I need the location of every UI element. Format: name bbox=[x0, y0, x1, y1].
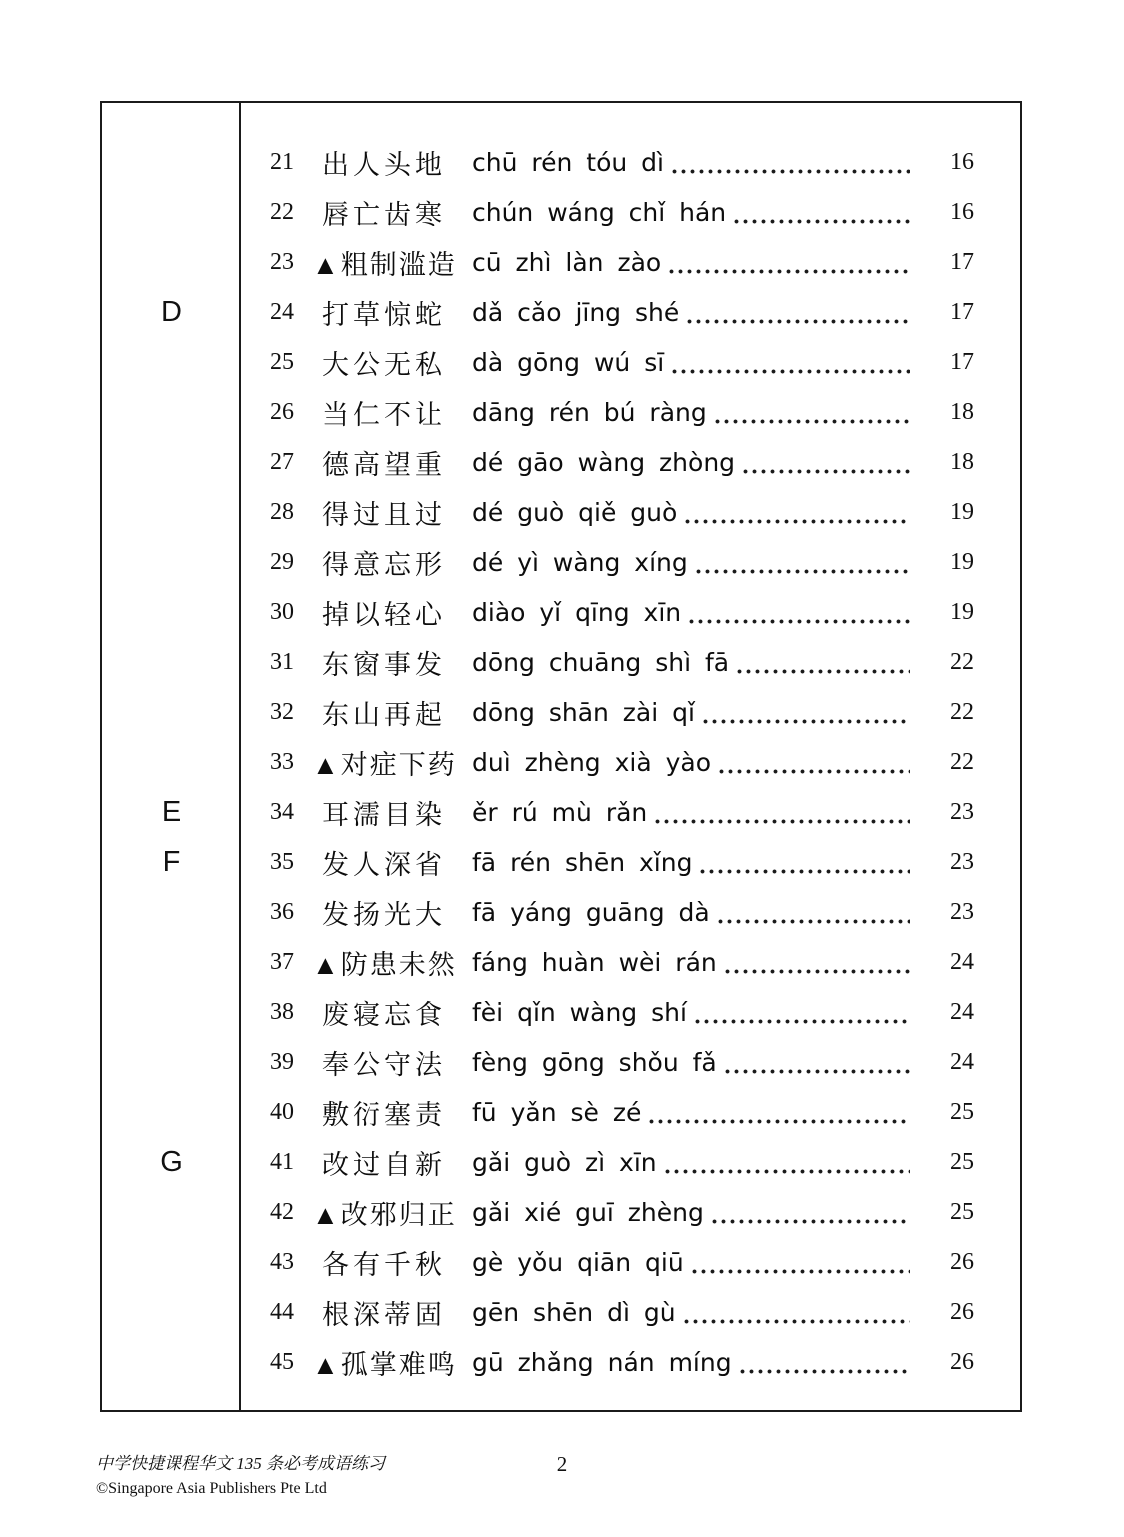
entry-idiom: 当仁不让 bbox=[322, 399, 446, 430]
entry-page-number: 22 bbox=[950, 648, 974, 675]
entry-pinyin: dé gāo wàng zhòng bbox=[472, 447, 736, 477]
dotted-leader bbox=[700, 869, 910, 874]
dotted-leader bbox=[665, 1169, 910, 1174]
entry-page-number: 25 bbox=[950, 1198, 974, 1225]
entry-pinyin: dé guò qiě guò bbox=[472, 497, 678, 527]
entry-number: 29 bbox=[270, 548, 294, 575]
toc-row bbox=[102, 537, 1020, 587]
entry-idiom: 根深蒂固 bbox=[322, 1299, 446, 1330]
footer-publisher: ©Singapore Asia Publishers Pte Ltd bbox=[96, 1479, 327, 1497]
dotted-leader bbox=[737, 669, 910, 674]
entry-pinyin: dà gōng wú sī bbox=[472, 347, 665, 377]
entry-idiom: 出人头地 bbox=[322, 149, 446, 180]
entry-page-number: 18 bbox=[950, 448, 974, 475]
entry-idiom: ▲孤掌难鸣 bbox=[312, 1349, 457, 1380]
dotted-leader bbox=[695, 1019, 910, 1024]
entry-page-number: 26 bbox=[950, 1248, 974, 1275]
dotted-leader bbox=[684, 1319, 910, 1324]
entry-number: 22 bbox=[270, 198, 294, 225]
entry-page-number: 24 bbox=[950, 1048, 974, 1075]
entry-page-number: 16 bbox=[950, 148, 974, 175]
entry-number: 45 bbox=[270, 1348, 294, 1375]
entry-pinyin: dōng shān zài qǐ bbox=[472, 697, 695, 727]
entry-number: 23 bbox=[270, 248, 294, 275]
dotted-leader bbox=[687, 319, 910, 324]
entry-pinyin: diào yǐ qīng xīn bbox=[472, 597, 682, 627]
entry-pinyin: dé yì wàng xíng bbox=[472, 547, 688, 577]
dotted-leader bbox=[719, 769, 910, 774]
entry-idiom: ▲改邪归正 bbox=[312, 1199, 457, 1230]
entry-page-number: 17 bbox=[950, 298, 974, 325]
entry-number: 41 bbox=[270, 1148, 294, 1175]
entry-page-number: 17 bbox=[950, 248, 974, 275]
toc-row bbox=[102, 437, 1020, 487]
entry-pinyin: fèi qǐn wàng shí bbox=[472, 997, 687, 1027]
toc-row bbox=[102, 787, 1020, 837]
entry-idiom: ▲防患未然 bbox=[312, 949, 457, 980]
entry-idiom: 唇亡齿寒 bbox=[322, 199, 446, 230]
entry-pinyin: gǎi xié guī zhèng bbox=[472, 1197, 704, 1227]
entry-pinyin: fū yǎn sè zé bbox=[472, 1097, 642, 1127]
entry-page-number: 24 bbox=[950, 948, 974, 975]
dotted-leader bbox=[649, 1119, 910, 1124]
entry-number: 44 bbox=[270, 1298, 294, 1325]
entry-pinyin: dōng chuāng shì fā bbox=[472, 647, 730, 677]
entry-idiom: 发扬光大 bbox=[322, 899, 446, 930]
toc-rows bbox=[102, 137, 1020, 1387]
entry-number: 42 bbox=[270, 1198, 294, 1225]
entry-pinyin: chún wáng chǐ hán bbox=[472, 197, 727, 227]
dotted-leader bbox=[740, 1369, 910, 1374]
entry-number: 21 bbox=[270, 148, 294, 175]
toc-row bbox=[102, 237, 1020, 287]
entry-idiom: 东山再起 bbox=[322, 699, 446, 730]
dotted-leader bbox=[725, 1069, 910, 1074]
section-letter: G bbox=[160, 1145, 183, 1178]
entry-page-number: 23 bbox=[950, 848, 974, 875]
toc-row bbox=[102, 987, 1020, 1037]
entry-page-number: 18 bbox=[950, 398, 974, 425]
toc-row bbox=[102, 637, 1020, 687]
entry-number: 28 bbox=[270, 498, 294, 525]
entry-pinyin: cū zhì làn zào bbox=[472, 247, 662, 277]
entry-page-number: 19 bbox=[950, 548, 974, 575]
toc-row bbox=[102, 337, 1020, 387]
toc-row bbox=[102, 1037, 1020, 1087]
dotted-leader bbox=[715, 419, 910, 424]
toc-row bbox=[102, 687, 1020, 737]
dotted-leader bbox=[692, 1269, 910, 1274]
entry-pinyin: fèng gōng shǒu fǎ bbox=[472, 1047, 717, 1077]
dotted-leader bbox=[669, 269, 910, 274]
toc-row bbox=[102, 1287, 1020, 1337]
dotted-leader bbox=[718, 919, 910, 924]
entry-number: 33 bbox=[270, 748, 294, 775]
dotted-leader bbox=[672, 169, 910, 174]
entry-number: 38 bbox=[270, 998, 294, 1025]
entry-number: 37 bbox=[270, 948, 294, 975]
entry-page-number: 26 bbox=[950, 1298, 974, 1325]
entry-idiom: 德高望重 bbox=[322, 449, 446, 480]
dotted-leader bbox=[734, 219, 910, 224]
footer-book-title: 中学快捷课程华文 135 条必考成语练习 bbox=[96, 1454, 385, 1473]
entry-page-number: 17 bbox=[950, 348, 974, 375]
dotted-leader bbox=[689, 619, 910, 624]
toc-row bbox=[102, 887, 1020, 937]
entry-number: 36 bbox=[270, 898, 294, 925]
entry-idiom: ▲粗制滥造 bbox=[312, 249, 457, 280]
page-number: 2 bbox=[556, 1452, 568, 1476]
section-letter: E bbox=[161, 795, 182, 828]
entry-number: 32 bbox=[270, 698, 294, 725]
dotted-leader bbox=[672, 369, 910, 374]
entry-idiom: 得过且过 bbox=[322, 499, 446, 530]
entry-idiom: 大公无私 bbox=[322, 349, 446, 380]
toc-table-frame bbox=[100, 101, 1022, 1412]
entry-page-number: 22 bbox=[950, 698, 974, 725]
entry-idiom: 各有千秋 bbox=[322, 1249, 446, 1280]
dotted-leader bbox=[703, 719, 910, 724]
entry-number: 40 bbox=[270, 1098, 294, 1125]
entry-pinyin: gè yǒu qiān qiū bbox=[472, 1247, 684, 1277]
toc-row bbox=[102, 387, 1020, 437]
toc-row bbox=[102, 1237, 1020, 1287]
entry-idiom: 奉公守法 bbox=[322, 1049, 446, 1080]
entry-idiom: 得意忘形 bbox=[322, 549, 446, 580]
entry-page-number: 23 bbox=[950, 798, 974, 825]
entry-page-number: 25 bbox=[950, 1148, 974, 1175]
entry-number: 43 bbox=[270, 1248, 294, 1275]
dotted-leader bbox=[712, 1219, 910, 1224]
entry-pinyin: dāng rén bú ràng bbox=[472, 397, 707, 427]
entry-page-number: 19 bbox=[950, 498, 974, 525]
entry-number: 25 bbox=[270, 348, 294, 375]
entry-idiom: 耳濡目染 bbox=[322, 799, 446, 830]
entry-number: 30 bbox=[270, 598, 294, 625]
dotted-leader bbox=[696, 569, 910, 574]
entry-pinyin: fā yáng guāng dà bbox=[472, 897, 710, 927]
entry-pinyin: duì zhèng xià yào bbox=[472, 747, 712, 777]
entry-pinyin: gū zhǎng nán míng bbox=[472, 1347, 732, 1377]
entry-page-number: 24 bbox=[950, 998, 974, 1025]
toc-row bbox=[102, 287, 1020, 337]
entry-pinyin: fā rén shēn xǐng bbox=[472, 847, 693, 877]
entry-idiom: 废寝忘食 bbox=[322, 999, 446, 1030]
toc-row bbox=[102, 837, 1020, 887]
entry-idiom: 敷衍塞责 bbox=[322, 1099, 446, 1130]
toc-row bbox=[102, 1087, 1020, 1137]
entry-pinyin: chū rén tóu dì bbox=[472, 147, 664, 177]
entry-idiom: 改过自新 bbox=[322, 1149, 446, 1180]
entry-page-number: 25 bbox=[950, 1098, 974, 1125]
entry-page-number: 23 bbox=[950, 898, 974, 925]
entry-number: 34 bbox=[270, 798, 294, 825]
entry-pinyin: ěr rú mù rǎn bbox=[472, 797, 648, 827]
toc-row bbox=[102, 587, 1020, 637]
section-letter: D bbox=[161, 295, 182, 328]
toc-row bbox=[102, 137, 1020, 187]
toc-row bbox=[102, 1137, 1020, 1187]
entry-number: 26 bbox=[270, 398, 294, 425]
toc-row bbox=[102, 187, 1020, 237]
entry-idiom: 发人深省 bbox=[322, 849, 446, 880]
entry-page-number: 26 bbox=[950, 1348, 974, 1375]
entry-pinyin: dǎ cǎo jīng shé bbox=[472, 297, 680, 327]
toc-row bbox=[102, 737, 1020, 787]
entry-page-number: 22 bbox=[950, 748, 974, 775]
entry-number: 24 bbox=[270, 298, 294, 325]
dotted-leader bbox=[655, 819, 910, 824]
entry-number: 39 bbox=[270, 1048, 294, 1075]
dotted-leader bbox=[725, 969, 910, 974]
entry-pinyin: gǎi guò zì xīn bbox=[472, 1147, 657, 1177]
entry-number: 35 bbox=[270, 848, 294, 875]
entry-page-number: 19 bbox=[950, 598, 974, 625]
toc-row bbox=[102, 937, 1020, 987]
entry-idiom: 东窗事发 bbox=[322, 649, 446, 680]
toc-row bbox=[102, 1187, 1020, 1237]
toc-row bbox=[102, 487, 1020, 537]
entry-pinyin: fáng huàn wèi rán bbox=[472, 947, 717, 977]
entry-number: 31 bbox=[270, 648, 294, 675]
section-letter: F bbox=[162, 845, 181, 878]
entry-idiom: 打草惊蛇 bbox=[322, 299, 446, 330]
toc-row bbox=[102, 1337, 1020, 1387]
dotted-leader bbox=[743, 469, 910, 474]
entry-idiom: ▲对症下药 bbox=[312, 749, 457, 780]
entry-pinyin: gēn shēn dì gù bbox=[472, 1297, 676, 1327]
entry-page-number: 16 bbox=[950, 198, 974, 225]
entry-number: 27 bbox=[270, 448, 294, 475]
entry-idiom: 掉以轻心 bbox=[322, 599, 446, 630]
dotted-leader bbox=[685, 519, 910, 524]
